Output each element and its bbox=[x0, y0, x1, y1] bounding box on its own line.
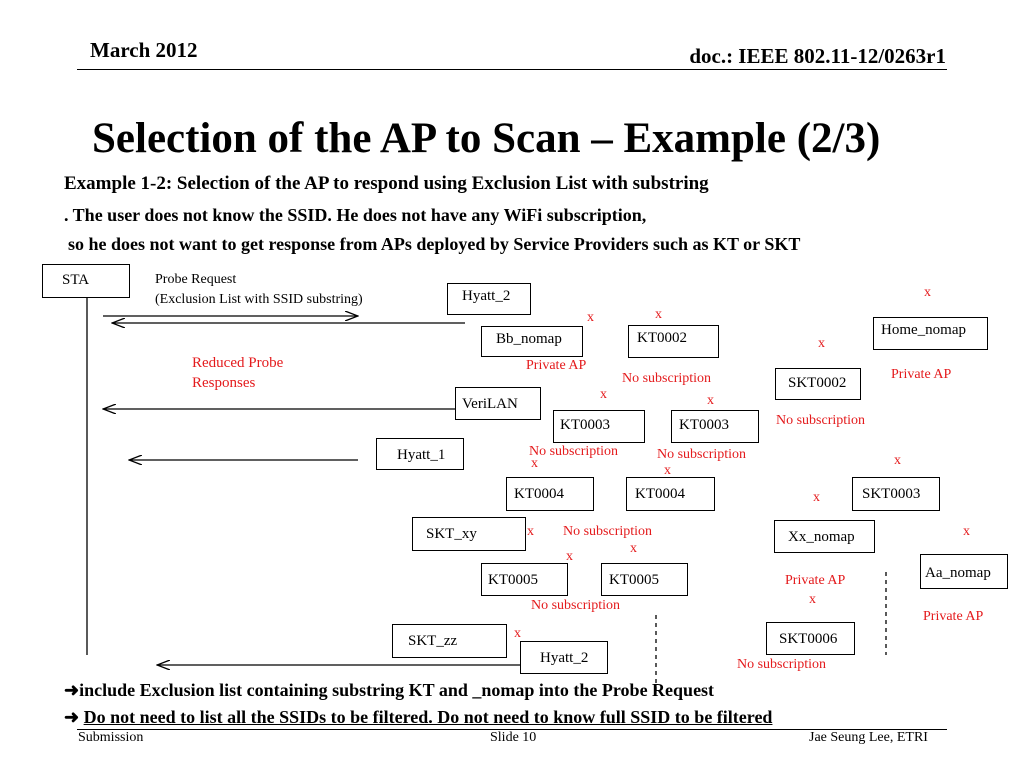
ap-box-skt0003: SKT0003 bbox=[852, 477, 940, 511]
ap-box-hyatt2-top: Hyatt_2 bbox=[447, 283, 531, 315]
ap-box-bb-nomap: Bb_nomap bbox=[481, 326, 583, 357]
bullet-2 bbox=[64, 707, 772, 728]
x-mark: x bbox=[630, 541, 637, 556]
description-line-2: so he does not want to get response from APs deployed by Service Providers such as KT or SKT bbox=[68, 234, 801, 254]
bullet-1-text: include Exclusion list containing substring KT and _nomap into the Probe Request bbox=[79, 680, 715, 700]
note-no-subscription: No subscription bbox=[737, 657, 827, 672]
x-mark: x bbox=[894, 453, 901, 468]
slide-subtitle: Example 1-2: Selection of the AP to respond using Exclusion List with substring bbox=[64, 173, 709, 194]
reduced-responses-label: Reduced Probe bbox=[192, 355, 284, 371]
x-mark: x bbox=[963, 524, 970, 539]
note-no-subscription: No subscription bbox=[776, 413, 866, 428]
x-mark: x bbox=[924, 285, 931, 300]
ap-box-skt-zz: SKT_zz bbox=[392, 624, 507, 658]
bullet-1 bbox=[64, 680, 714, 701]
note-private-ap: Private AP bbox=[923, 609, 984, 624]
note-private-ap: Private AP bbox=[526, 358, 587, 373]
ap-box-xx-nomap: Xx_nomap bbox=[774, 520, 875, 553]
arrow-right-icon: ➜ bbox=[64, 680, 80, 700]
x-mark: x bbox=[587, 310, 594, 325]
header-doc-id: doc.: IEEE 802.11-12/0263r1 bbox=[689, 44, 946, 68]
ap-box-kt0005-b: KT0005 bbox=[601, 563, 688, 596]
ap-box-skt0006: SKT0006 bbox=[766, 622, 855, 655]
x-mark: x bbox=[664, 463, 671, 478]
x-mark: x bbox=[818, 336, 825, 351]
footer-slide-number: Slide 10 bbox=[490, 730, 537, 745]
ap-box-hyatt1: Hyatt_1 bbox=[376, 438, 464, 470]
x-mark: x bbox=[809, 592, 816, 607]
x-mark: x bbox=[707, 393, 714, 408]
x-mark: x bbox=[600, 387, 607, 402]
ap-box-verilan: VeriLAN bbox=[455, 387, 541, 420]
probe-request-label: Probe Request bbox=[155, 272, 237, 287]
ap-box-aa-nomap: Aa_nomap bbox=[920, 554, 1008, 589]
x-mark: x bbox=[527, 524, 534, 539]
note-no-subscription: No subscription bbox=[529, 444, 619, 459]
ap-box-hyatt2-bottom: Hyatt_2 bbox=[520, 641, 608, 674]
footer-author: Jae Seung Lee, ETRI bbox=[809, 730, 928, 745]
probe-request-sublabel: (Exclusion List with SSID substring) bbox=[155, 292, 363, 307]
ap-box-home-nomap: Home_nomap bbox=[873, 317, 988, 350]
note-private-ap: Private AP bbox=[785, 573, 846, 588]
x-mark: x bbox=[531, 456, 538, 471]
note-private-ap: Private AP bbox=[891, 367, 952, 382]
ap-box-kt0003-a: KT0003 bbox=[553, 410, 645, 443]
header-date: March 2012 bbox=[90, 38, 198, 62]
slide-title: Selection of the AP to Scan – Example (2/3) bbox=[92, 115, 881, 162]
ap-box-kt0002: KT0002 bbox=[628, 325, 719, 358]
ap-box-kt0003-b: KT0003 bbox=[671, 410, 759, 443]
ap-box-kt0004-b: KT0004 bbox=[626, 477, 715, 511]
footer-submission: Submission bbox=[78, 730, 144, 745]
bullet-2-text: Do not need to list all the SSIDs to be filtered. Do not need to know full SSID to be filtered bbox=[83, 707, 773, 727]
note-no-subscription: No subscription bbox=[563, 524, 653, 539]
note-no-subscription: No subscription bbox=[657, 447, 747, 462]
ap-box-skt-xy: SKT_xy bbox=[412, 517, 526, 551]
x-mark: x bbox=[655, 307, 662, 322]
ap-box-kt0005-a: KT0005 bbox=[481, 563, 568, 596]
description-line-1: . The user does not know the SSID. He does not have any WiFi subscription, bbox=[64, 205, 647, 225]
note-no-subscription: No subscription bbox=[622, 371, 712, 386]
note-no-subscription: No subscription bbox=[531, 598, 621, 613]
reduced-responses-label-2: Responses bbox=[192, 375, 256, 391]
sta-box: STA bbox=[42, 264, 130, 298]
x-mark: x bbox=[813, 490, 820, 505]
ap-box-skt0002: SKT0002 bbox=[775, 368, 861, 400]
x-mark: x bbox=[566, 549, 573, 564]
ap-box-kt0004-a: KT0004 bbox=[506, 477, 594, 511]
arrow-right-icon: ➜ bbox=[64, 707, 80, 727]
x-mark: x bbox=[514, 626, 521, 641]
